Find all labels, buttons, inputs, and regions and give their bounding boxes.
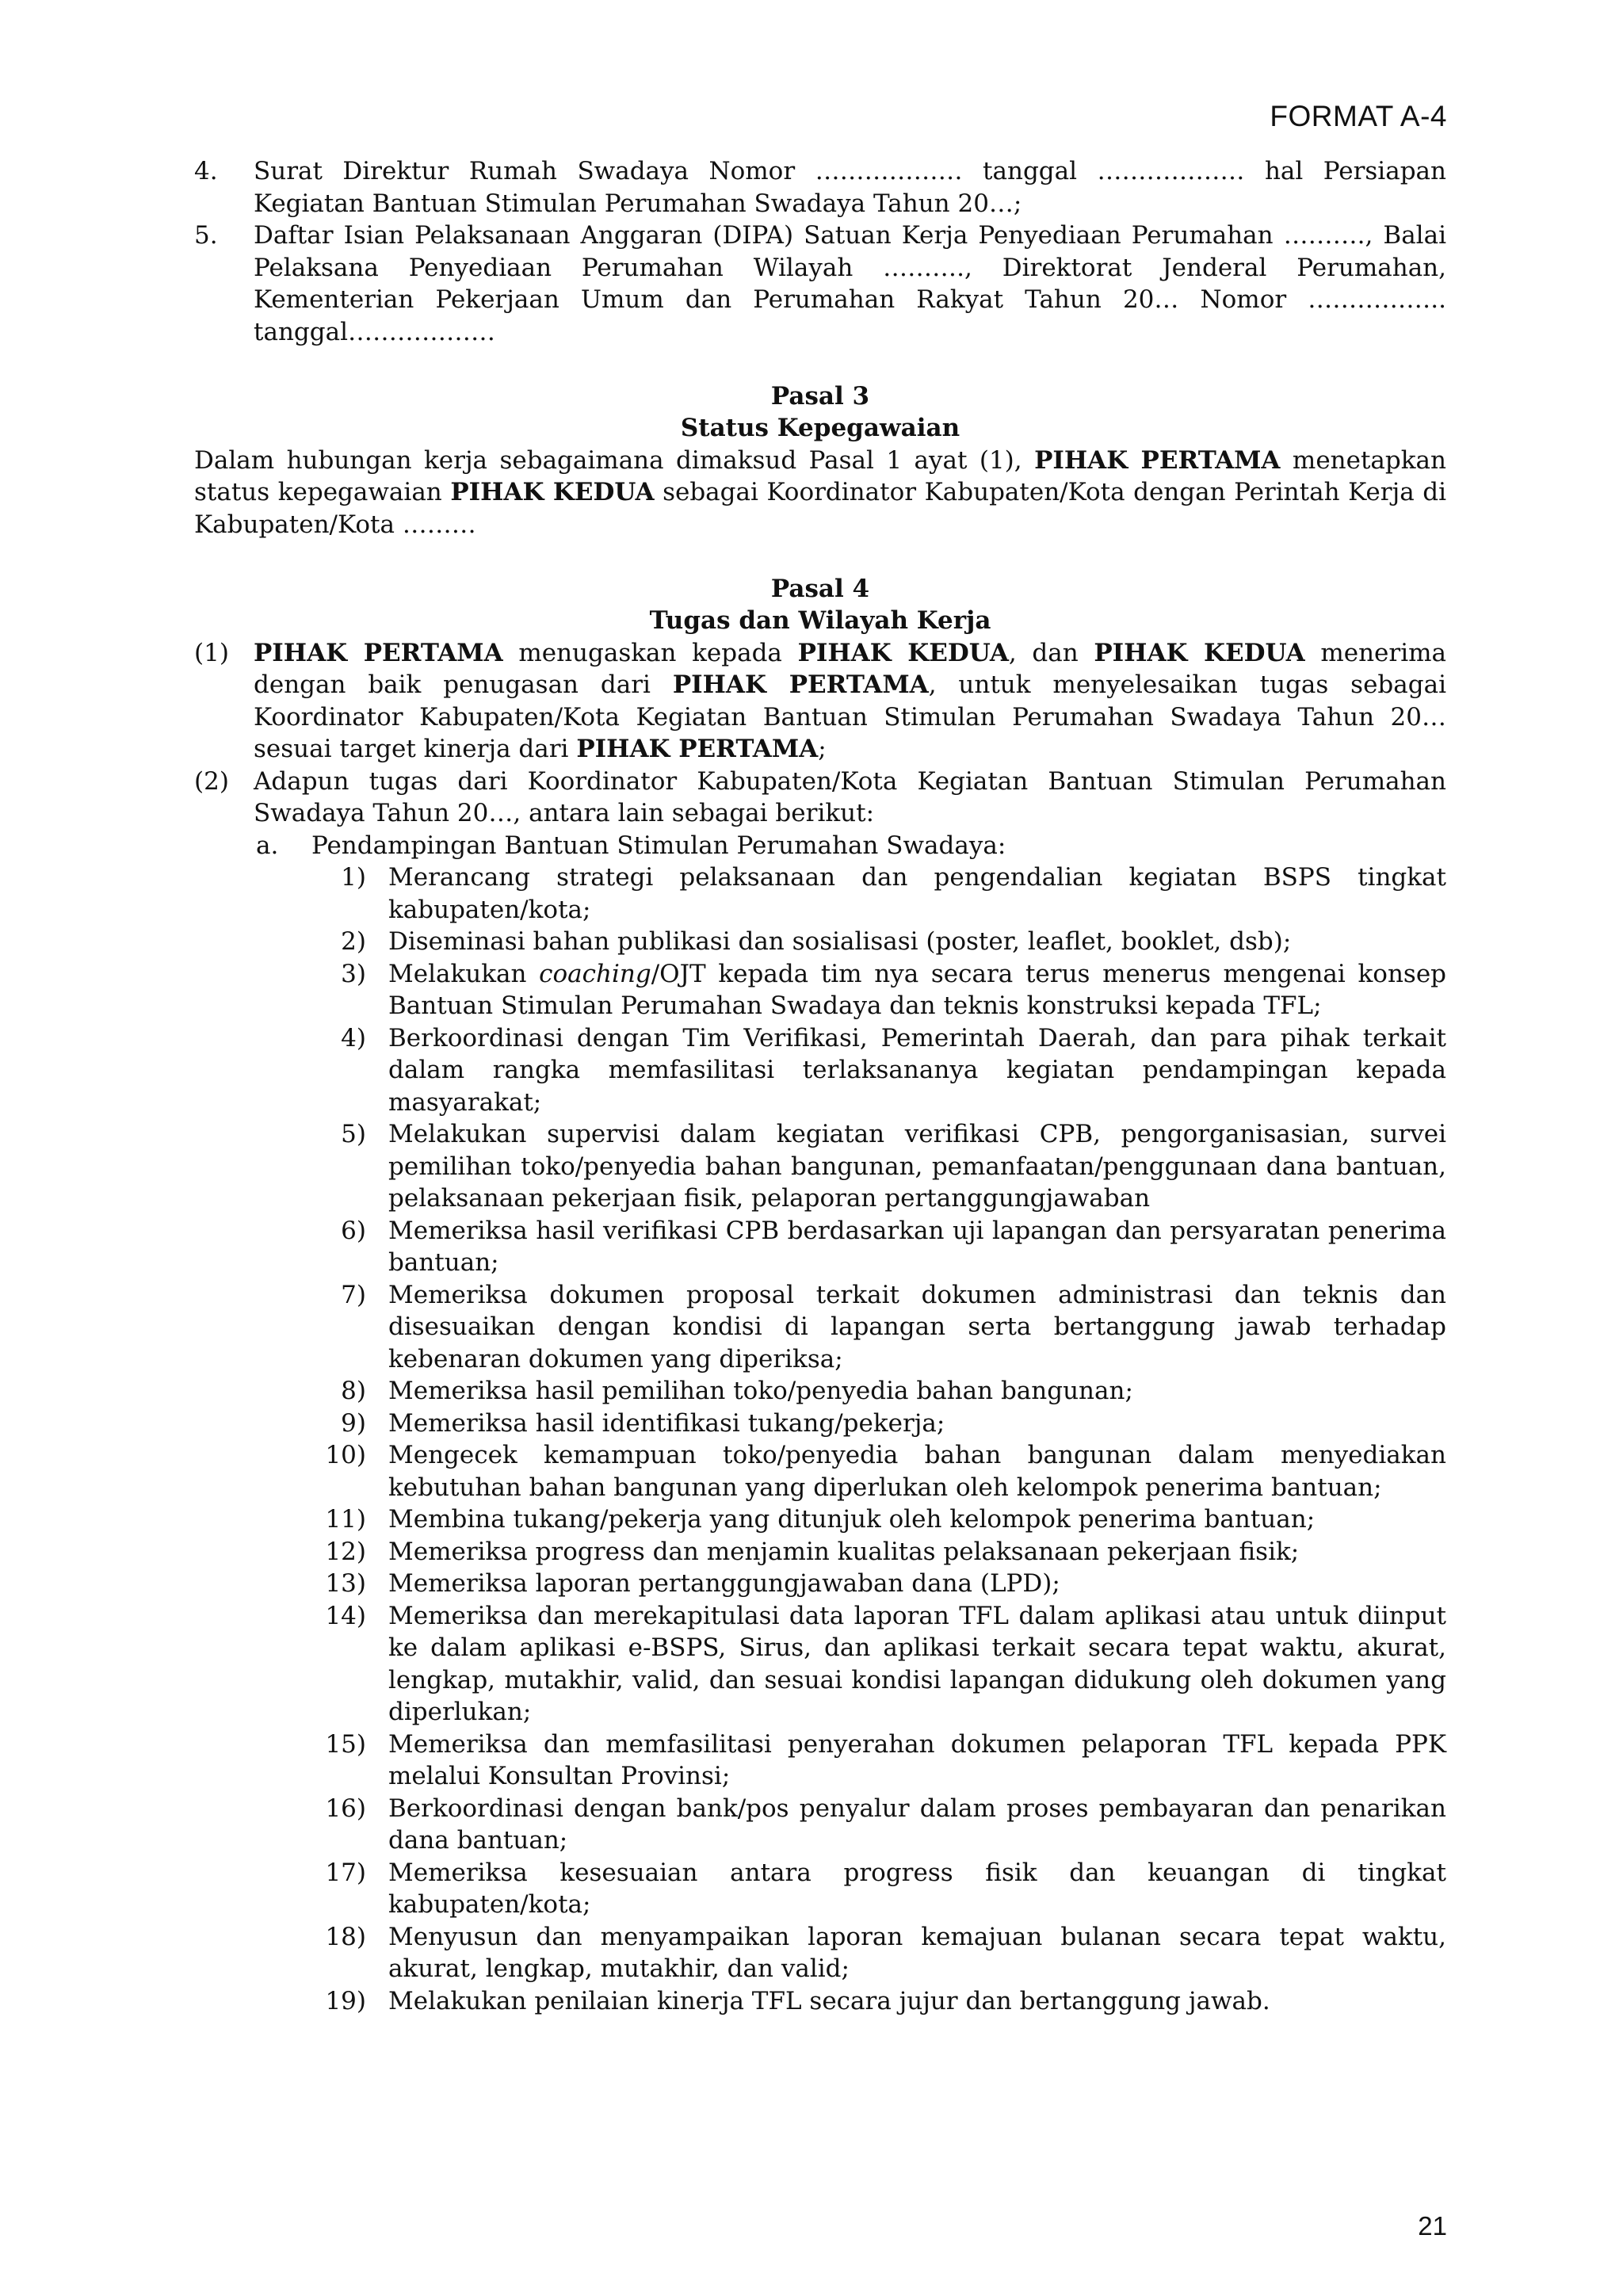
ayat-1 [194,637,1446,766]
task-item [194,958,1446,1022]
task-text: Memeriksa dokumen proposal terkait dokumen administrasi dan teknis dan disesuaikan dengan kondisi di lapangan serta bertanggung jawab terhadap kebenaran dokumen yang diperiksa; [388,1280,1446,1373]
list-item [194,155,1446,220]
task-text: Memeriksa hasil verifikasi CPB berdasarkan uji lapangan dan persyaratan penerima bantuan; [388,1216,1446,1277]
task-text: Memeriksa dan memfasilitasi penyerahan dokumen pelaporan TFL kepada PPK melalui Konsultan Provinsi; [388,1729,1446,1790]
task-text: Menyusun dan menyampaikan laporan kemajuan bulanan secara tepat waktu, akurat, lengkap, mutakhir, dan valid; [388,1922,1446,1983]
task-item [194,1536,1446,1568]
document-body [194,155,1446,2017]
task-text: Mengecek kemampuan toko/penyedia bahan bangunan dalam menyediakan kebutuhan bahan bangunan yang diperlukan oleh kelompok penerima bantuan; [388,1441,1446,1502]
ayat-2 [194,766,1446,830]
task-item [194,1022,1446,1119]
text-run: , untuk menyelesaikan tugas sebagai Koordinator Kabupaten/Kota Kegiatan Bantuan Stimulan Perumahan Swadaya Tahun 20… sesuai target kinerja dari [254,670,1446,763]
ayat-number: (1) [194,638,229,667]
text-run: Melakukan [388,959,540,988]
list-item [194,220,1446,348]
task-text: Membina tukang/pekerja yang ditunjuk oleh kelompok penerima bantuan; [388,1505,1316,1534]
bold-run: PIHAK PERTAMA [254,638,503,667]
task-number: 1) [341,863,366,892]
task-text: Memeriksa progress dan menjamin kualitas pelaksanaan pekerjaan fisik; [388,1537,1300,1566]
text-run: , dan [1008,638,1094,667]
task-number: 5) [341,1120,366,1148]
text-run: sebagai Koordinator Kabupaten/Kota dengan Perintah Kerja di Kabupaten/Kota ……… [194,478,1446,539]
task-text: Diseminasi bahan publikasi dan sosialisasi (poster, leaflet, booklet, dsb); [388,927,1292,956]
pasal4-title: Pasal 4 [770,574,870,603]
ayat-number: (2) [194,766,229,796]
task-item [194,1857,1446,1921]
sub-text: Pendampingan Bantuan Stimulan Perumahan Swadaya: [311,831,1006,860]
list-number: 5. [194,221,218,250]
spacer [194,541,1446,573]
task-item [194,1921,1446,1985]
task-item [194,1729,1446,1793]
list-text: Daftar Isian Pelaksanaan Anggaran (DIPA) Satuan Kerja Penyediaan Perumahan ………., Balai Pelaksana Penyediaan Perumahan Wilayah ………., Direktorat Jenderal Perumahan, Kementerian Pekerjaan Umum dan Perumahan Rakyat Tahun 20… Nomor …………….. tanggal……………… [254,221,1446,346]
format-label: FORMAT A-4 [1270,100,1447,132]
task-number: 16) [325,1794,366,1823]
task-number: 12) [325,1537,366,1566]
task-number: 2) [341,927,366,956]
italic-run: coaching [539,959,651,988]
task-number: 10) [325,1441,366,1469]
list-text: Surat Direktur Rumah Swadaya Nomor ……………… tanggal ……………… hal Persiapan Kegiatan Bantuan Stimulan Perumahan Swadaya Tahun 20…; [254,157,1446,218]
task-number: 6) [341,1216,366,1245]
task-item [194,861,1446,926]
pasal3-title: Pasal 3 [770,381,870,411]
page-number: 21 [1418,2211,1447,2241]
task-text: Memeriksa hasil identifikasi tukang/pekerja; [388,1408,945,1438]
task-item [194,1985,1446,2018]
task-number: 19) [325,1986,366,2015]
list-number: 4. [194,157,218,185]
task-item [194,1568,1446,1600]
task-item [194,1439,1446,1503]
bold-run: PIHAK KEDUA [797,638,1009,667]
task-item [194,1215,1446,1279]
sub-item-a [194,830,1446,862]
task-number: 11) [325,1505,366,1534]
task-item [194,1503,1446,1536]
task-text: Melakukan penilaian kinerja TFL secara jujur dan bertanggung jawab. [388,1986,1270,2015]
bold-run: PIHAK KEDUA [1094,638,1305,667]
task-number: 8) [341,1377,366,1405]
task-text: Memeriksa laporan pertanggungjawaban dana (LPD); [388,1569,1060,1598]
task-number: 15) [325,1729,366,1759]
task-number: 3) [341,959,366,988]
text-run: menetapkan status kepegawaian [194,445,1446,506]
task-item [194,1118,1446,1215]
task-number: 4) [341,1023,366,1052]
text-run: Dalam hubungan kerja sebagaimana dimaksud Pasal 1 ayat (1), [194,445,1035,475]
task-text: Berkoordinasi dengan Tim Verifikasi, Pemerintah Daerah, dan para pihak terkait dalam rangka memfasilitasi terlaksananya kegiatan pendampingan kepada masyarakat; [388,1023,1446,1117]
spacer [194,348,1446,380]
bold-run: PIHAK KEDUA [450,478,655,506]
text-run: menugaskan kepada [502,638,798,667]
task-item [194,926,1446,958]
task-text: Merancang strategi pelaksanaan dan pengendalian kegiatan BSPS tingkat kabupaten/kota; [388,863,1446,924]
task-text: Memeriksa dan merekapitulasi data laporan TFL dalam aplikasi atau untuk diinput ke dalam aplikasi e-BSPS, Sirus, dan aplikasi terkait secara tepat waktu, akurat, lengkap, mutakhir, valid, dan sesuai kondisi lapangan didukung oleh dokumen yang diperlukan; [388,1601,1446,1726]
text-run: /OJT kepada tim nya secara terus menerus mengenai konsep Bantuan Stimulan Perumahan Swadaya dan teknis konstruksi kepada TFL; [388,959,1447,1020]
pasal4-subtitle: Tugas dan Wilayah Kerja [649,606,991,635]
task-text: Memeriksa kesesuaian antara progress fisik dan keuangan di tingkat kabupaten/kota; [388,1858,1446,1919]
bold-run: PIHAK PERTAMA [1034,445,1281,475]
pasal3-subtitle: Status Kepegawaian [680,414,960,442]
task-item [194,1408,1446,1440]
task-number: 9) [341,1408,366,1438]
task-text: Berkoordinasi dengan bank/pos penyalur dalam proses pembayaran dan penarikan dana bantuan; [388,1794,1446,1855]
task-number: 7) [341,1280,366,1309]
task-item [194,1600,1446,1729]
task-text: Memeriksa hasil pemilihan toko/penyedia bahan bangunan; [388,1377,1133,1405]
pasal3-paragraph [194,445,1446,541]
text-run: ; [818,735,827,763]
task-item [194,1793,1446,1857]
task-text: Melakukan supervisi dalam kegiatan verifikasi CPB, pengorganisasian, survei pemilihan toko/penyedia bahan bangunan, pemanfaatan/penggunaan dana bantuan, pelaksanaan pekerjaan fisik, pelaporan pertanggungjawaban [388,1120,1446,1213]
task-number: 14) [325,1601,366,1630]
bold-run: PIHAK PERTAMA [672,670,929,699]
task-item [194,1375,1446,1408]
ayat-text: Adapun tugas dari Koordinator Kabupaten/Kota Kegiatan Bantuan Stimulan Perumahan Swadaya Tahun 20…, antara lain sebagai berikut: [254,766,1446,827]
sub-number: a. [256,831,279,860]
bold-run: PIHAK PERTAMA [576,735,819,763]
task-number: 13) [325,1569,366,1598]
text-run: menerima dengan baik penugasan dari [254,638,1446,699]
task-number: 17) [325,1858,366,1887]
task-number: 18) [325,1922,366,1951]
task-item [194,1279,1446,1376]
